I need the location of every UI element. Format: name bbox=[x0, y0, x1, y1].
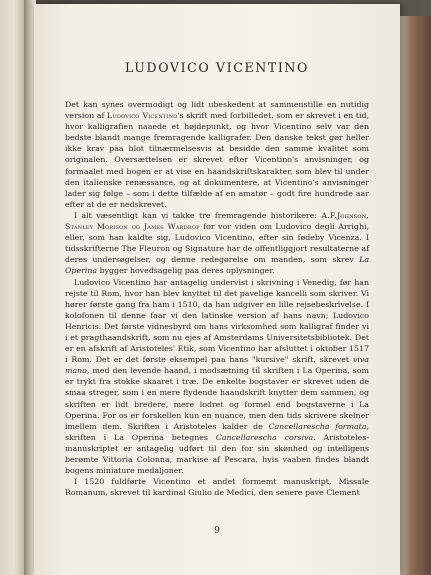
text-run: for vor viden om Ludovico degli Arrighi, eller, som han kaldte sig, Ludovico Vicentino, efter sin fødeby Vicenza. I tidsskrifterne The Fleuron og Signature har de offentliggjort resultaterne af deres undersøgelser, og denne redegørelse om manden, som skrev bbox=[65, 222, 369, 265]
text-run: 's skrift med forbilledet, som er skrevet i en tid, hvor kalligrafien naaede et højdepunkt, og hvor Vicentino selv var den bedste blandt mange fremragende kalligrafer. Den danske tekst gør heller ikke krav paa blot tilnærmelsesvis at besidde den samme kvalitet som originalen. Oversættelsen er skrevet efter Vicentino's anvisninger, og formaalet med bogen er at vise en haandskriftskarakter, som blev til under den italienske renæssance, og at dokumentere, at Vicentino's anvisninger lader sig følge – som i dette tilfælde af en amatør – godt fire hundrede aar efter at de er nedskrevet. bbox=[65, 111, 369, 209]
body-text bbox=[65, 99, 369, 498]
paragraph-2 bbox=[65, 210, 369, 277]
italic-text: La Operina bbox=[65, 255, 369, 276]
page-stack-edge bbox=[398, 16, 431, 575]
small-caps-text: Ludovico Vicentino bbox=[107, 111, 178, 121]
text-run: , skriften i La Operina betegnes bbox=[65, 421, 369, 442]
italic-text: Cancellarescha formata bbox=[268, 421, 367, 431]
text-run: I 1520 fuldførte Vicentino et andet formemt manuskript, Missale Romanum, skrevet til kardinal Giulio de Medici, den senere pave Clement bbox=[65, 477, 369, 498]
italic-text: viva mano bbox=[65, 355, 369, 376]
text-run: Ludovico Vicentino har antagelig undervist i skrivning i Venedig, før han rejste til Rom, hvor han blev knyttet til det pavelige kancelli som skriver. Vi hører første gang fra ham i 1510, da han udgiver en lille rejsebeskrivelse. I kolofonen til denne faar vi den latinske version af hans navn; Ludovico Henricis. Det første vidnesbyrd om hans virksomhed som kalligraf finder vi i et pragthaandskrift, som nu ejes af Amsterdams Universitetsbibliotek. Det er en afskrift af Aristoteles' Etik, som Vicentino har afsluttet i oktober 1517 i Rom. Det er det første eksempel paa hans "kursive" skrift, skrevet bbox=[65, 277, 369, 365]
italic-text: Cancellarescha corsiva bbox=[215, 432, 314, 442]
book-page bbox=[34, 4, 400, 575]
text-run: , med den levende haand, i modsætning til skriften i La Operina, som er trykt fra stokke skaaret i træ. De enkelte bogstaver er skrevet uden de smaa streger, som i en mere flydende haandskrift knytter dem sammen, og skriften er lidt bredere, mere lodret og formel end bogstaverne i La Operina. For os er forskellen kun en nuance, men den tids skrivere skelner imellem dem. Skriften i Aristoteles kalder de bbox=[65, 366, 369, 431]
running-head: LUDOVICO VICENTINO bbox=[125, 60, 309, 75]
left-page-edge bbox=[0, 0, 26, 575]
page-number: 9 bbox=[214, 526, 220, 536]
text-run: . Aristoteles-manuskriptet er antagelig udført til den for sin skønhed og intelligens berømte Vittoria Colonna, markise af Pescara, hvis vaaben findes blandt bogens miniature medaljoner. bbox=[65, 432, 369, 476]
small-caps-text: A.F.Johnson, Stanley Morison og James Wardrop bbox=[65, 210, 369, 232]
paragraph-3 bbox=[65, 277, 369, 477]
text-run: Det kan synes overmodigt og lidt ubeskedent at sammenstille en nutidig version af bbox=[65, 100, 369, 121]
paragraph-1 bbox=[65, 99, 369, 210]
text-run: bygger hovedsagelig paa deres oplysninger. bbox=[97, 266, 275, 276]
text-run: I alt væsentligt kan vi takke tre fremragende historikere: bbox=[74, 210, 322, 220]
paragraph-4 bbox=[65, 476, 369, 498]
